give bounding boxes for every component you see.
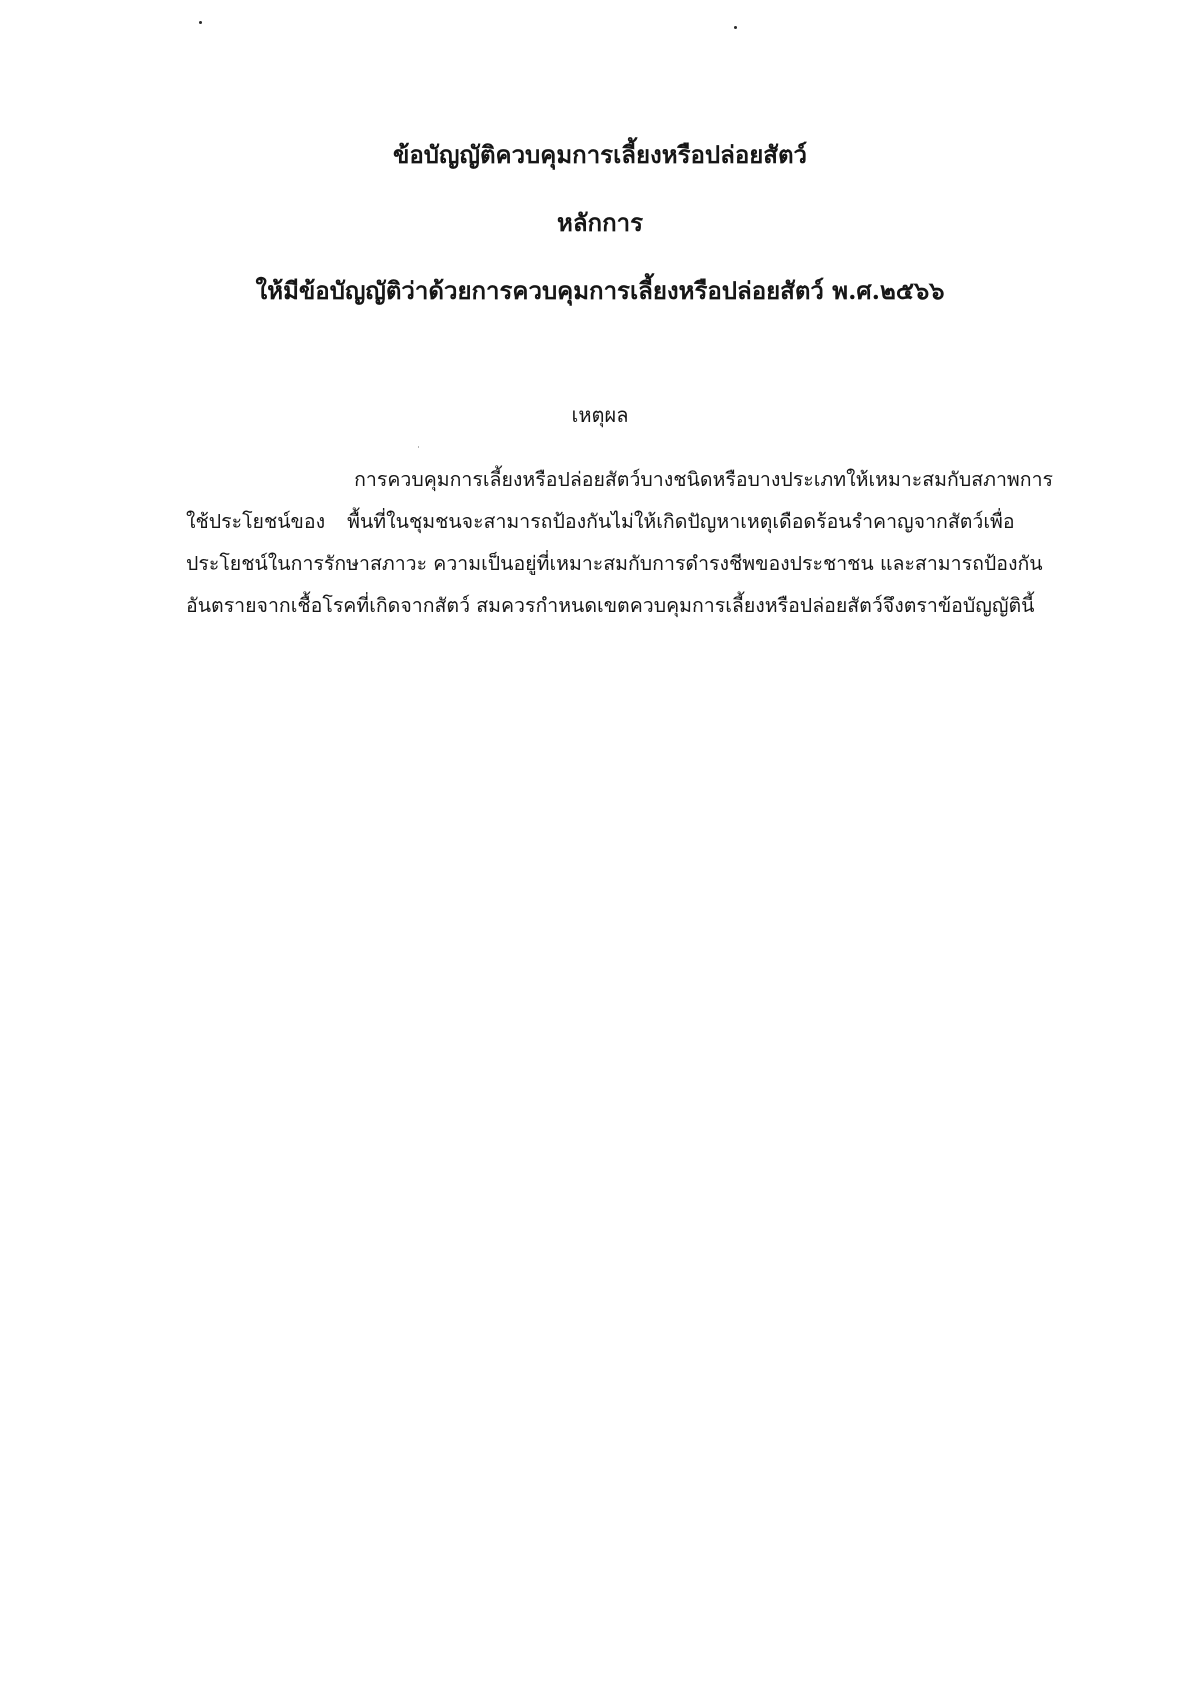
principle-heading: หลักการ	[557, 208, 643, 237]
reason-paragraph-line-4: อันตรายจากเชื้อโรคที่เกิดจากสัตว์ สมควรกำหนดเขตควบคุมการเลี้ยงหรือปล่อยสัตว์จึงตราข้อบัญญัตินี้	[186, 594, 1035, 617]
line-2-part-1: ใช้ประโยชน์ของ	[186, 510, 326, 533]
scan-speck	[734, 26, 737, 29]
scan-speck	[418, 446, 419, 448]
reason-paragraph-line-2	[186, 507, 1053, 537]
principle-statement: ให้มีข้อบัญญัติว่าด้วยการควบคุมการเลี้ยงหรือปล่อยสัตว์ พ.ศ.๒๕๖๖	[255, 276, 945, 305]
line-2-part-2: พื้นที่ในชุมชนจะสามารถป้องกันไม่ให้เกิดปัญหาเหตุเดือดร้อนรำคาญจากสัตว์เพื่อ	[347, 510, 1015, 533]
document-title: ข้อบัญญัติควบคุมการเลี้ยงหรือปล่อยสัตว์	[392, 140, 808, 169]
reason-paragraph-line-1: การควบคุมการเลี้ยงหรือปล่อยสัตว์บางชนิดหรือบางประเภทให้เหมาะสมกับสภาพการ	[354, 468, 1053, 491]
reason-heading: เหตุผล	[571, 403, 629, 427]
reason-paragraph-line-3: ประโยชน์ในการรักษาสภาวะ ความเป็นอยู่ที่เหมาะสมกับการดำรงชีพของประชาชน และสามารถป้องกัน	[186, 552, 1043, 575]
scan-speck	[199, 21, 202, 24]
